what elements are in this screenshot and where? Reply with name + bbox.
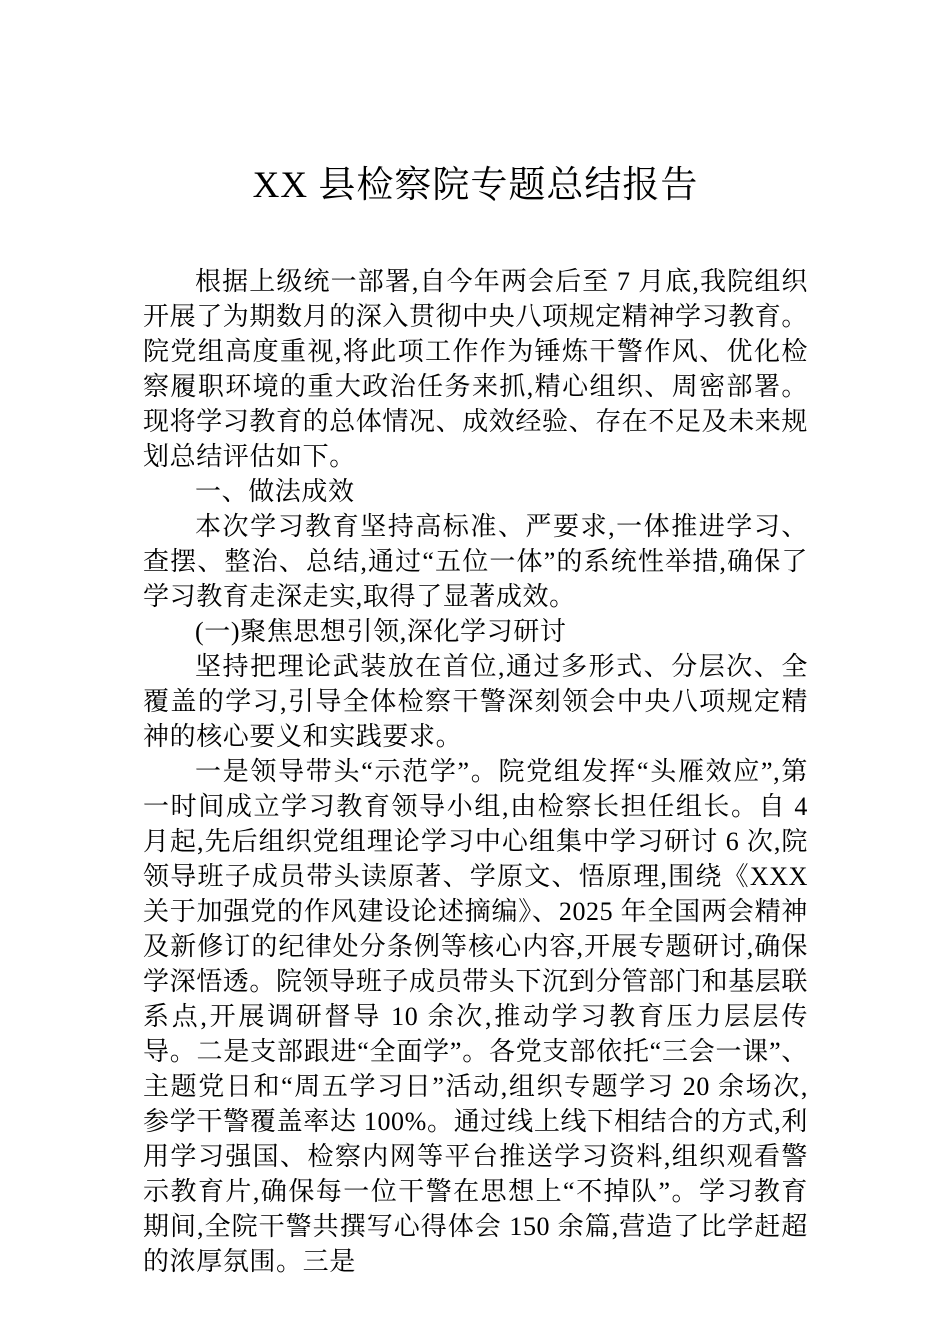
section-heading-1: 一、做法成效 (195, 477, 355, 506)
paragraph-measures: 一是领导带头“示范学”。院党组发挥“头雁效应”,第一时间成立学习教育领导小组,由检察长担任组长。自 4 月起,先后组织党组理论学习中心组集中学习研讨 6 次,院领导班子成员带头读原著、学原文、悟原理,围绕《XXX 关于加强党的作风建设论述摘编》、2025 年全国两会精神及新修订的纪律处分条例等核心内容,开展专题研讨,确保学深悟透。院领导班子成员带头下沉到分管部门和基层联系点,开展调研督导 10 余次,推动学习教育压力层层传导。二是支部跟进“全面学”。各党支部依托“三会一课”、主题党日和“周五学习日”活动,组织专题学习 20 余场次,参学干警覆盖率达 100%。通过线上线下相结合的方式,利用学习强国、检察内网等平台推送学习资料,组织观看警示教育片,确保每一位干警在思想上“不掉队”。学习教育期间,全院干警共撰写心得体会 150 余篇,营造了比学赶超的浓厚氛围。三是 (143, 757, 809, 1276)
paragraph-theory: 坚持把理论武装放在首位,通过多形式、分层次、全覆盖的学习,引导全体检察干警深刻领会中央八项规定精神的核心要义和实践要求。 (143, 652, 808, 751)
document-title: XX 县检察院专题总结报告 (252, 165, 699, 206)
subsection-heading-1-1: (一)聚焦思想引领,深化学习研讨 (195, 617, 567, 646)
paragraph-intro: 根据上级统一部署,自今年两会后至 7 月底,我院组织开展了为期数月的深入贯彻中央八项规定精神学习教育。院党组高度重视,将此项工作作为锤炼干警作风、优化检察履职环境的重大政治任务来抓,精心组织、周密部署。现将学习教育的总体情况、成效经验、存在不足及未来规划总结评估如下。 (143, 267, 809, 471)
paragraph-overview: 本次学习教育坚持高标准、严要求,一体推进学习、查摆、整治、总结,通过“五位一体”的系统性举措,确保了学习教育走深走实,取得了显著成效。 (143, 512, 808, 611)
document-body (143, 264, 808, 1279)
